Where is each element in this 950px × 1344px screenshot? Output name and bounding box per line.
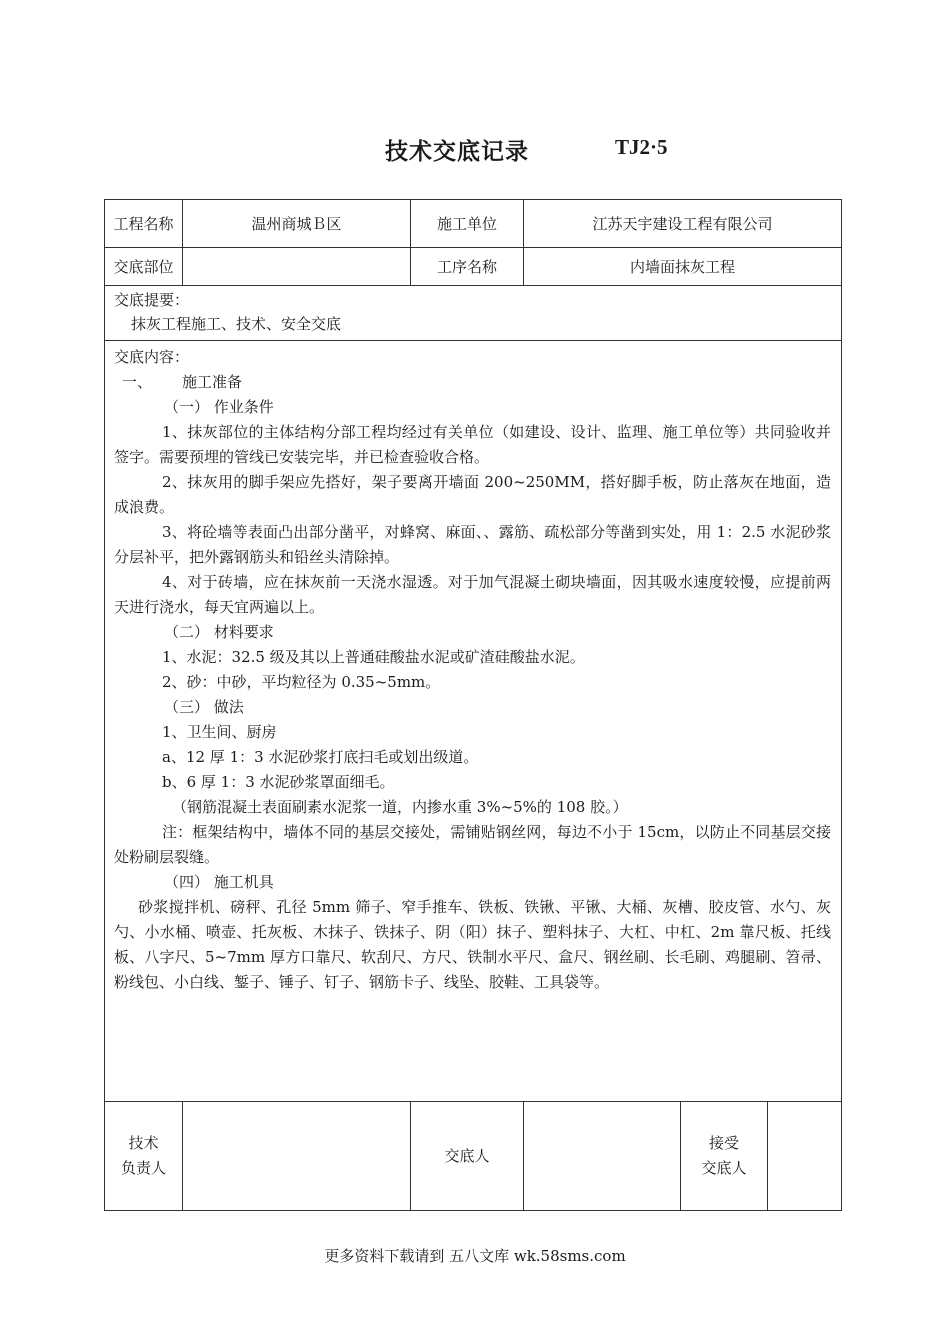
project-name-value: 温州商城Ｂ区 — [183, 200, 411, 248]
tech-lead-label-line2: 负责人 — [120, 1159, 166, 1177]
paragraph-4: 4、对于砖墙，应在抹灰前一天浇水湿透。对于加气混凝土砌块墙面，因其吸水速度较慢，应提前两天进行浇水，每天宜两遍以上。 — [114, 573, 832, 616]
location-row — [105, 248, 842, 286]
subsection-method: （三） 做法 — [164, 698, 244, 716]
presenter-signature[interactable] — [524, 1102, 681, 1211]
subsection-tools: （四） 施工机具 — [164, 873, 274, 891]
process-value: 内墙面抹灰工程 — [524, 248, 842, 286]
tools-list: 砂浆搅拌机、磅秤、孔径 5mm 筛子、窄手推车、铁板、铁锹、平锹、大桶、灰槽、胶皮管、水勺、灰勺、小水桶、喷壶、托灰板、木抹子、铁抹子、阴（阳）抹子、塑料抹子、大杠、中杠、2m 靠尺板、托线板、八字尺、5~7mm 厚方口靠尺、软刮尺、方尺、铁制水平尺、盒尺、钢丝刷、长毛刷、鸡腿刷、笤帚、粉线包、小白线、錾子、锤子、钉子、钢筋卡子、线坠、胶鞋、工具袋等。 — [114, 898, 832, 991]
paragraph-3: 3、将砼墙等表面凸出部分凿平，对蜂窝、麻面、、露筋、疏松部分等凿到实处，用 1：2.5 水泥砂浆分层补平，把外露钢筋头和铅丝头清除掉。 — [114, 523, 832, 566]
section-title: 施工准备 — [182, 373, 243, 391]
location-value — [183, 248, 411, 286]
project-name-label: 工程名称 — [105, 200, 183, 248]
material-sand: 2、砂：中砂，平均粒径为 0.35~5mm。 — [162, 673, 441, 691]
signature-row — [105, 1102, 842, 1211]
presenter-label: 交底人 — [411, 1102, 524, 1211]
content-label: 交底内容： — [114, 348, 190, 366]
note: 注：框架结构中，墙体不同的基层交接处，需铺贴钢丝网，每边不小于 15cm，以防止不同基层交接处粉刷层裂缝。 — [114, 823, 832, 866]
summary-cell — [105, 286, 842, 341]
method-4: （钢筋混凝土表面刷素水泥浆一道，内掺水重 3%~5%的 108 胶。） — [172, 798, 628, 816]
project-row — [105, 200, 842, 248]
material-cement: 1、水泥：32.5 级及其以上普通硅酸盐水泥或矿渣硅酸盐水泥。 — [162, 648, 585, 666]
subsection-materials: （二） 材料要求 — [164, 623, 274, 641]
process-label: 工序名称 — [411, 248, 524, 286]
section-number: 一、 — [122, 373, 153, 391]
method-3: b、6 厚 1：3 水泥砂浆罩面细毛。 — [162, 773, 395, 791]
content-cell — [105, 341, 842, 1102]
tech-lead-signature[interactable] — [183, 1102, 411, 1211]
location-label: 交底部位 — [105, 248, 183, 286]
method-1: 1、卫生间、厨房 — [162, 723, 277, 741]
tech-lead-label-line1: 技术 — [128, 1134, 159, 1152]
document-title-bar — [0, 133, 950, 167]
content-row — [105, 341, 842, 1102]
summary-row — [105, 286, 842, 341]
subsection-work-conditions: （一） 作业条件 — [164, 398, 274, 416]
receiver-label-line2: 交底人 — [701, 1159, 747, 1177]
paragraph-2: 2、抹灰用的脚手架应先搭好，架子要离开墙面 200~250MM，搭好脚手板，防止落灰在地面，造成浪费。 — [114, 473, 832, 516]
receiver-label-line1: 接受 — [709, 1134, 740, 1152]
contractor-value: 江苏天宇建设工程有限公司 — [524, 200, 842, 248]
tech-lead-label — [105, 1102, 183, 1211]
document-title: 技术交底记录 — [385, 139, 529, 165]
paragraph-1: 1、抹灰部位的主体结构分部工程均经过有关单位（如建设、设计、监理、施工单位等）共同验收并签字。需要预埋的管线已安装完毕，并已检查验收合格。 — [114, 423, 832, 466]
method-2: a、12 厚 1：3 水泥砂浆打底扫毛或划出级道。 — [162, 748, 479, 766]
document-code: TJ2·5 — [615, 135, 668, 159]
summary-label: 交底提要： — [114, 291, 190, 309]
summary-text: 抹灰工程施工、技术、安全交底 — [131, 315, 342, 333]
footer-text: 更多资料下载请到 五八文库 wk.58sms.com — [324, 1247, 626, 1265]
section-heading — [114, 370, 831, 395]
contractor-label: 施工单位 — [411, 200, 524, 248]
receiver-signature[interactable] — [768, 1102, 842, 1211]
receiver-label — [681, 1102, 768, 1211]
disclosure-record-table — [104, 199, 842, 1211]
